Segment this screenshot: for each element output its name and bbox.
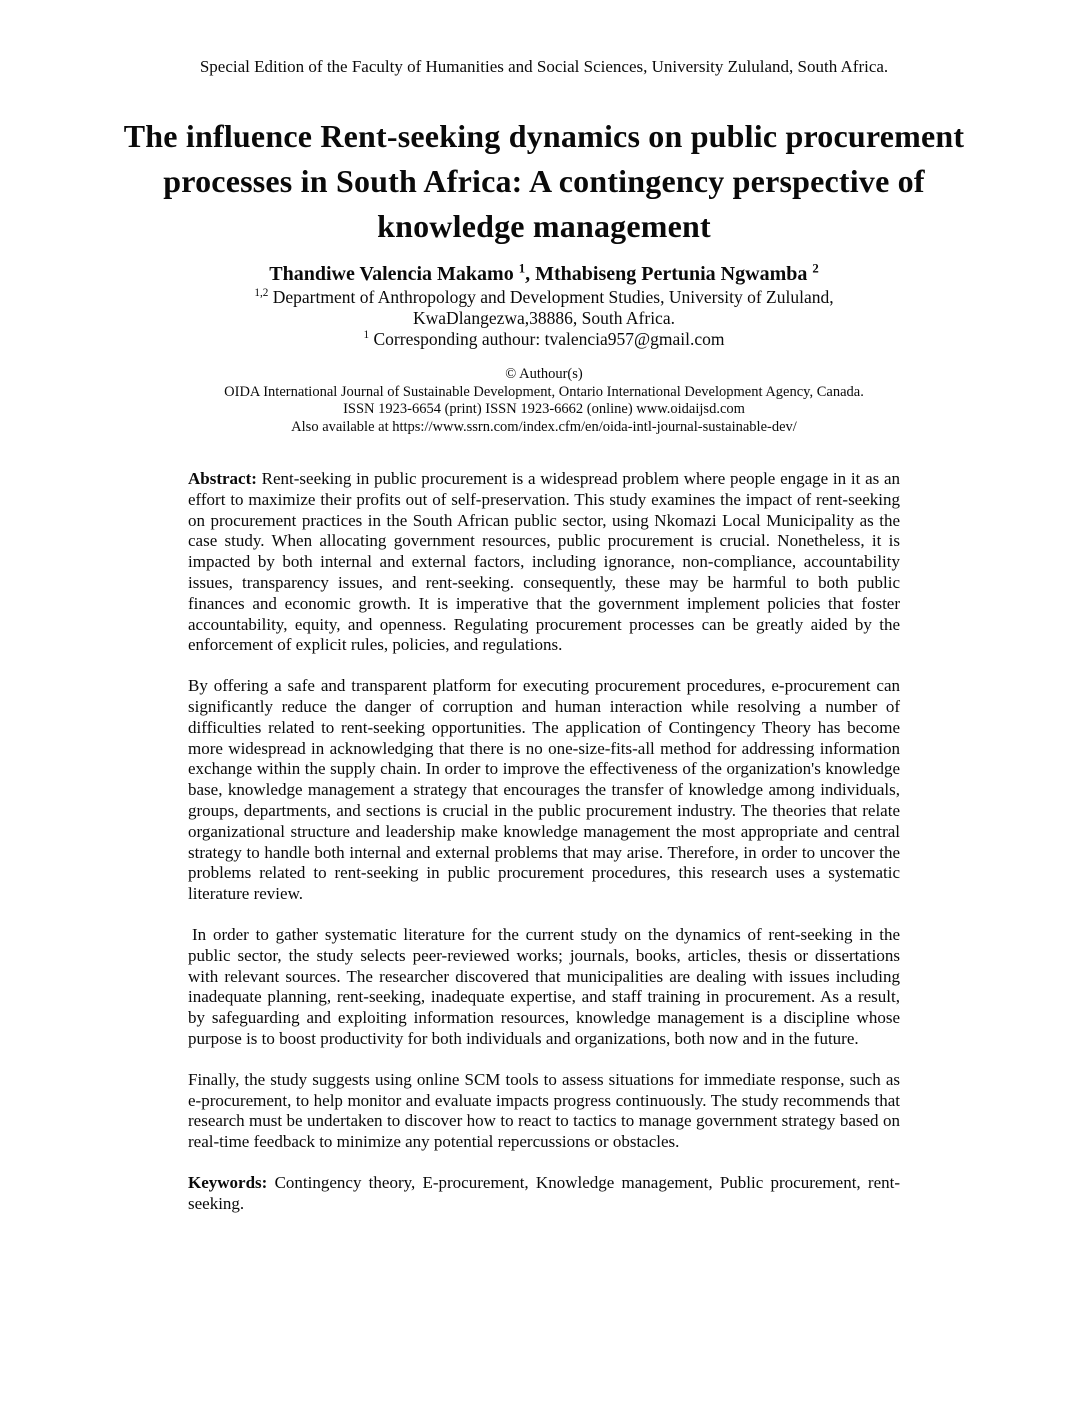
author-name-2: , Mthabiseng Pertunia Ngwamba	[525, 263, 813, 285]
keywords-paragraph	[188, 1173, 900, 1215]
issn-line: ISSN 1923-6654 (print) ISSN 1923-6662 (online) www.oidaijsd.com	[343, 401, 745, 417]
page-header: Special Edition of the Faculty of Humanities and Social Sciences, University Zululand, South Africa.	[199, 57, 889, 76]
paper-title-line-1: The influence Rent-seeking dynamics on public procurement	[123, 118, 965, 154]
paper-title-line-3: knowledge management	[377, 208, 711, 244]
journal-line: OIDA International Journal of Sustainable Development, Ontario International Development Agency, Canada.	[224, 383, 864, 400]
authors-line	[0, 261, 1088, 287]
affiliation-block	[0, 287, 1088, 350]
affiliation-line-1	[0, 287, 1088, 308]
abstract-paragraph-4: Finally, the study suggests using online SCM tools to assess situations for immediate response, such as e-procurement, to help monitor and evaluate impacts progress continuously. The study recommends that research must be undertaken to discover how to react to tactics to manage government strategy based on real-time feedback to minimize any potential repercussions or obstacles.	[188, 1069, 900, 1152]
abstract-body	[188, 469, 900, 1215]
abstract-paragraph-1	[188, 469, 900, 656]
keywords-label: Keywords:	[188, 1172, 268, 1192]
abstract-paragraph-2: By offering a safe and transparent platform for executing procurement procedures, e-procurement can significantly reduce the danger of corruption and human interaction while resolving a number of difficulties related to rent-seeking opportunities. The application of Contingency Theory has become more widespread in acknowledging that there is no one-size-fits-all method for addressing information exchange within the supply chain. In order to improve the effectiveness of the organization's knowledge base, knowledge management a strategy that encourages the transfer of knowledge among individuals, groups, departments, and sections is crucial in the public procurement industry. The theories that relate organizational structure and leadership make knowledge management the most appropriate and central strategy to handle both internal and external problems that may arise. Therefore, in order to uncover the problems related to rent-seeking in public procurement procedures, this research uses a systematic literature review.	[188, 676, 900, 904]
author-2-superscript: 2	[812, 261, 819, 276]
paper-title-line-2: processes in South Africa: A contingency perspective of	[163, 163, 925, 199]
abstract-label: Abstract:	[188, 469, 257, 488]
affiliation-superscript: 1,2	[254, 287, 269, 300]
abstract-paragraph-3: In order to gather systematic literature for the current study on the dynamics of rent-seeking in the public sector, the study selects peer-reviewed works; journals, books, articles, thesis or dissertations with relevant sources. The researcher discovered that municipalities are dealing with issues including inadequate planning, rent-seeking, inadequate expertise, and staff training in procurement. As a result, by safeguarding and exploiting information resources, knowledge management is a discipline whose purpose is to boost productivity for both individuals and organizations, both now and in the future.	[188, 924, 900, 1048]
author-name-1: Thandiwe Valencia Makamo	[269, 263, 519, 285]
copyright-line: © Authour(s)	[505, 366, 583, 382]
keywords-text: Contingency theory, E-procurement, Knowledge management, Public procurement, rent-seeking.	[188, 1172, 901, 1213]
corresponding-text: Corresponding authour: tvalencia957@gmail.com	[369, 329, 725, 349]
corresponding-superscript: 1	[363, 329, 370, 342]
author-1-superscript: 1	[518, 261, 526, 276]
paper-title	[104, 114, 984, 249]
availability-line: Also available at https://www.ssrn.com/index.cfm/en/oida-intl-journal-sustainable-dev/	[291, 418, 797, 435]
publisher-block	[0, 366, 1088, 436]
affiliation-line-2: KwaDlangezwa,38886, South Africa.	[413, 308, 675, 328]
affiliation-text: Department of Anthropology and Development Studies, University of Zululand,	[268, 287, 834, 307]
corresponding-author-line	[0, 329, 1088, 350]
abstract-paragraph-1-text: Rent-seeking in public procurement is a widespread problem where people engage in it as an effort to maximize their profits out of self-preservation. This study examines the impact of rent-seeking on procurement practices in the South African public sector, using Nkomazi Local Municipality as the case study. When allocating government resources, public procurement is crucial. Nonetheless, it is impacted by both internal and external factors, including ignorance, non-compliance, accountability issues, transparency issues, and rent-seeking. consequently, these may be harmful to both public finances and economic growth. It is imperative that the government implement policies that foster accountability, equity, and openness. Regulating procurement processes can be greatly aided by the enforcement of explicit rules, policies, and regulations.	[188, 469, 901, 655]
